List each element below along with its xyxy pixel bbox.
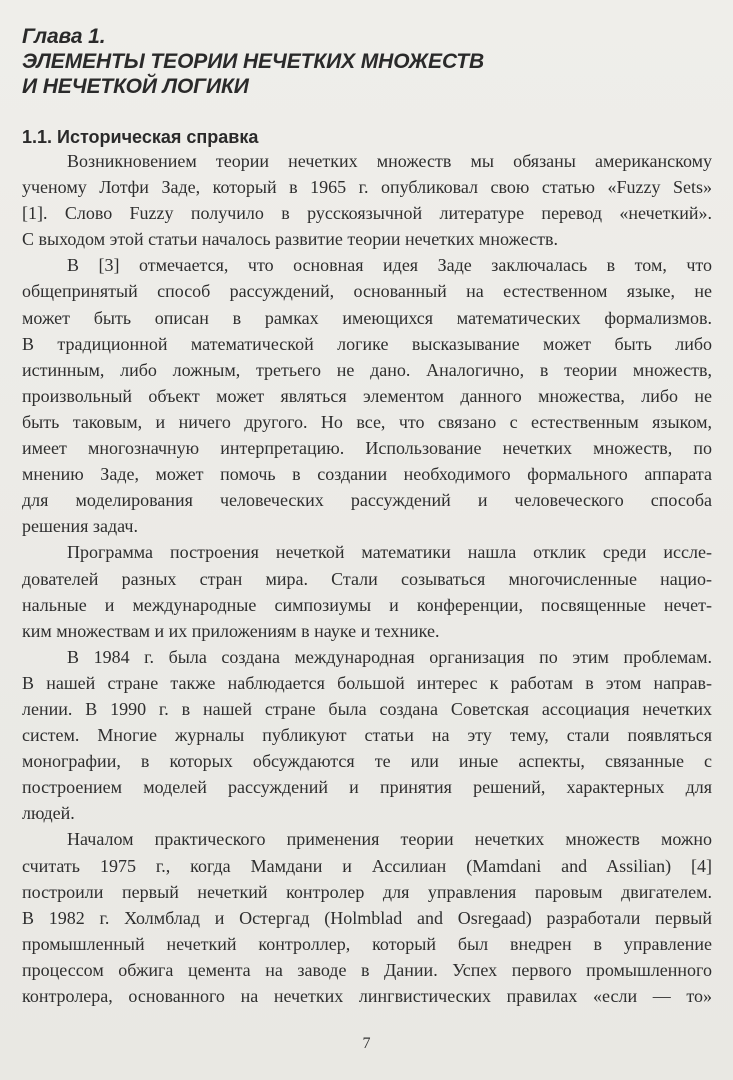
page-number: 7 — [362, 1035, 371, 1052]
text-line: [1]. Слово Fuzzy получило в русскоязычной литературе перевод «нечеткий». — [22, 203, 712, 224]
text-line: произвольный объект может являться элементом данного множества, либо не — [22, 385, 712, 406]
text-line: ученому Лотфи Заде, который в 1965 г. опубликовал свою статью «Fuzzy Sets» — [22, 177, 712, 198]
text-line: монографии, в которых обсуждаются те или иные аспекты, связанные с — [22, 751, 712, 772]
text-line: промышленный нечеткий контроллер, который был внедрен в управление — [22, 933, 712, 954]
text-line: процессом обжига цемента на заводе в Дании. Успех первого промышленного — [22, 959, 712, 980]
text-line: дователей разных стран мира. Стали созываться многочисленные нацио- — [22, 568, 712, 589]
text-line: С выходом этой статьи началось развитие теории нечетких множеств. — [22, 229, 558, 250]
text-line: имеет многозначную интерпретацию. Использование нечетких множеств, по — [22, 438, 712, 459]
chapter-number: Глава 1. — [22, 25, 106, 48]
text-line: В [3] отмечается, что основная идея Заде заключалась в том, что — [67, 255, 712, 276]
section-title: 1.1. Историческая справка — [22, 127, 259, 147]
text-line: Возникновением теории нечетких множеств мы обязаны американскому — [67, 151, 712, 171]
body-text — [22, 148, 712, 1009]
text-line: нальные и международные симпозиумы и конференции, посвященные нечет- — [22, 594, 712, 615]
text-line: В 1984 г. была создана международная организация по этим проблемам. — [67, 646, 712, 667]
text-line: контролера, основанного на нечетких лингвистических правилах «если — то» — [22, 986, 712, 1006]
text-line: В 1982 г. Холмблад и Остергад (Holmblad and Osregaad) разработали первый — [22, 907, 712, 928]
text-line: ким множествам и их приложениям в науке и технике. — [22, 620, 440, 641]
text-line: построили первый нечеткий контролер для управления паровым двигателем. — [22, 881, 712, 902]
text-line: мнению Заде, может помочь в создании необходимого формального аппарата — [22, 464, 712, 485]
chapter-title-line-2: И НЕЧЕТКОЙ ЛОГИКИ — [22, 75, 249, 98]
text-line: истинным, либо ложным, третьего не дано. Аналогично, в теории множеств, — [22, 359, 712, 380]
text-line: лении. В 1990 г. в нашей стране была создана Советская ассоциация нечетких — [22, 698, 712, 719]
text-line: В традиционной математической логике высказывание может быть либо — [22, 333, 712, 354]
text-line: для моделирования человеческих рассуждений и человеческого способа — [22, 490, 712, 511]
text-line: может быть описан в рамках имеющихся математических формализмов. — [22, 307, 712, 328]
text-line: Началом практического применения теории нечетких множеств можно — [67, 829, 712, 850]
text-line: систем. Многие журналы публикуют статьи на эту тему, стали появляться — [22, 725, 712, 746]
text-line: Программа построения нечеткой математики нашла отклик среди иссле- — [67, 542, 712, 563]
text-line: решения задач. — [22, 516, 138, 537]
chapter-heading — [22, 24, 712, 99]
text-line: считать 1975 г., когда Мамдани и Ассилиан (Mamdani and Assilian) [4] — [22, 855, 712, 876]
text-line: построением моделей рассуждений и принятия решений, характерных для — [22, 777, 712, 798]
chapter-title-line-1: ЭЛЕМЕНТЫ ТЕОРИИ НЕЧЕТКИХ МНОЖЕСТВ — [22, 50, 485, 73]
text-line: быть таковым, и ничего другого. Но все, что связано с естественным языком, — [22, 411, 712, 432]
text-line: общепринятый способ рассуждений, основанный на естественном языке, не — [22, 281, 712, 302]
text-line: людей. — [22, 803, 75, 824]
text-line: В нашей стране также наблюдается большой интерес к работам в этом направ- — [22, 672, 712, 693]
